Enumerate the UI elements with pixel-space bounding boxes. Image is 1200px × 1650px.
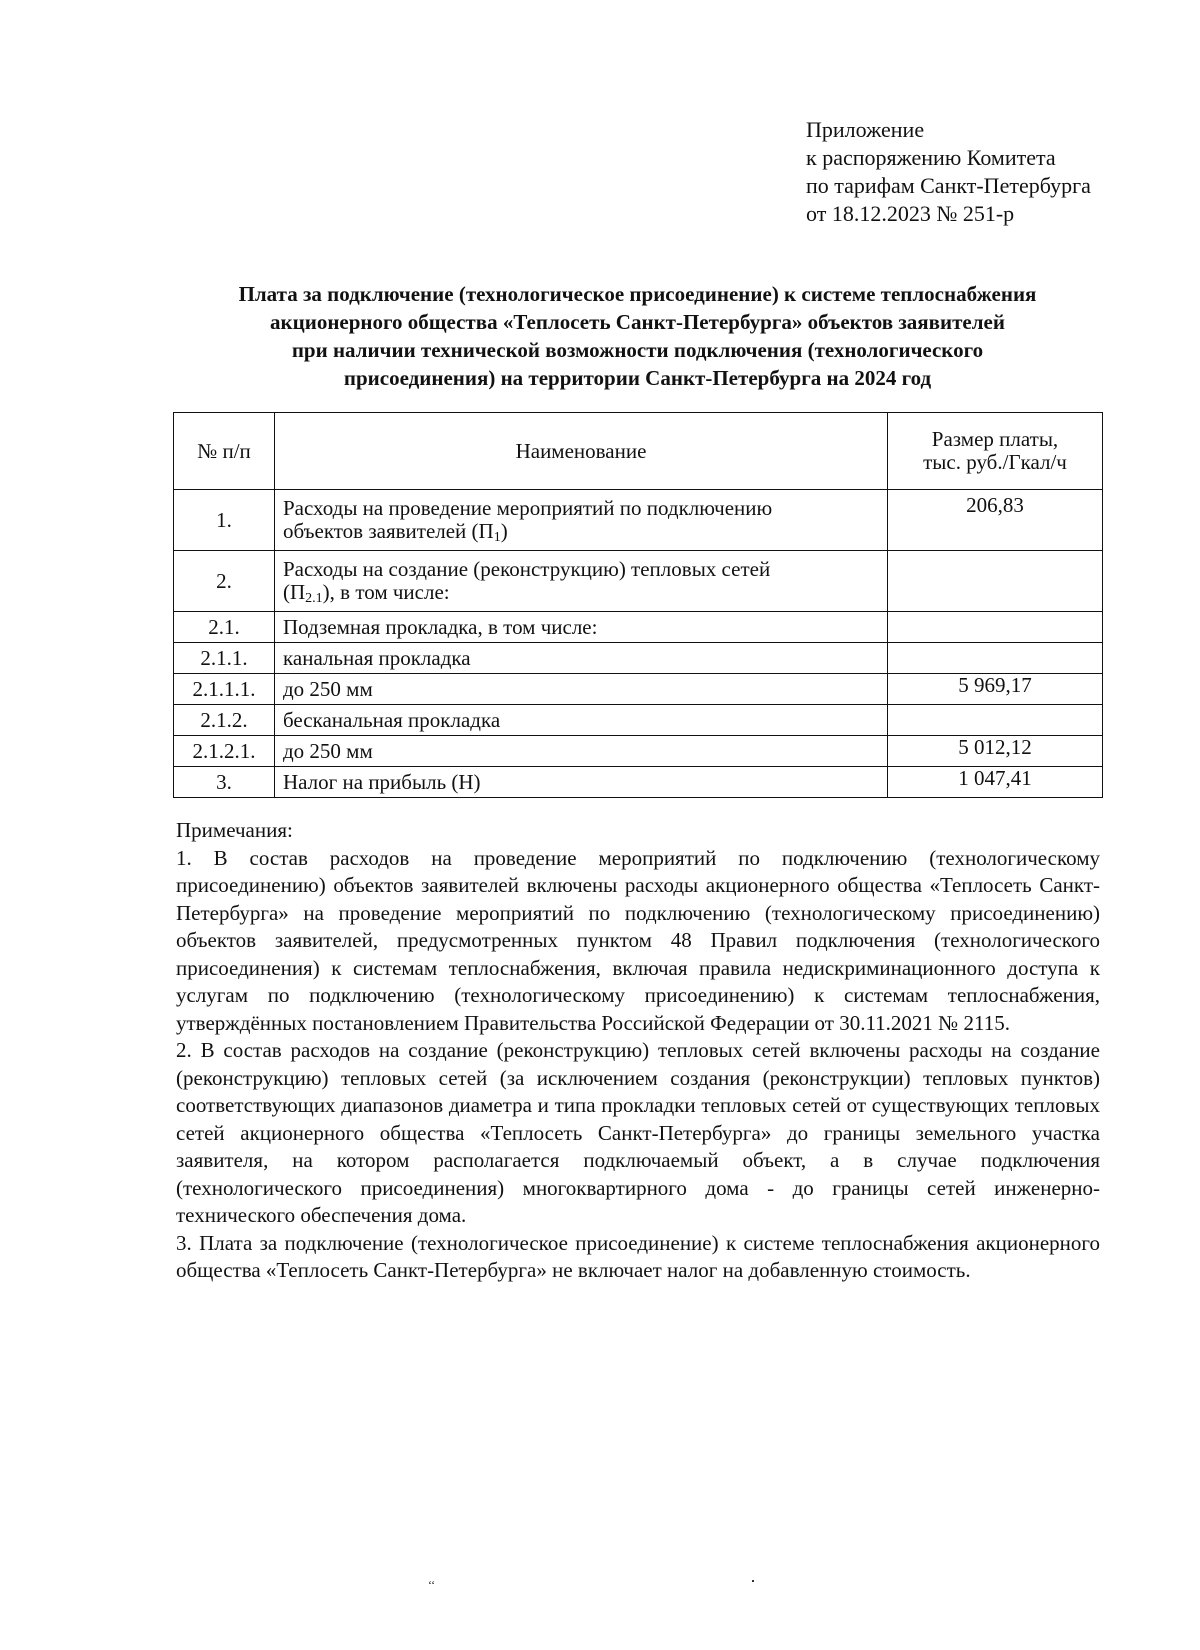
row-name-tail: ) bbox=[500, 519, 508, 543]
header-value-line2: тыс. руб./Гкал/ч bbox=[923, 450, 1067, 474]
row-name: бесканальная прокладка bbox=[275, 705, 888, 736]
row-name-line1: Расходы на создание (реконструкцию) тепловых сетей bbox=[283, 557, 771, 581]
scan-speck-dot bbox=[752, 1580, 754, 1582]
table-row bbox=[174, 551, 1103, 612]
row-name-line2: объектов заявителей (П bbox=[283, 519, 494, 543]
row-num: 2.1.1.1. bbox=[174, 674, 275, 705]
row-name: Подземная прокладка, в том числе: bbox=[275, 612, 888, 643]
appendix-header bbox=[806, 116, 1091, 228]
row-value bbox=[888, 551, 1103, 612]
row-value: 206,83 bbox=[888, 490, 1103, 551]
title-line: акционерного общества «Теплосеть Санкт-Петербурга» объектов заявителей bbox=[270, 310, 1005, 334]
row-num: 2.1.1. bbox=[174, 643, 275, 674]
row-value bbox=[888, 705, 1103, 736]
table-row bbox=[174, 736, 1103, 767]
row-name-tail: ), в том числе: bbox=[322, 580, 450, 604]
table-row bbox=[174, 643, 1103, 674]
table-row bbox=[174, 705, 1103, 736]
appendix-line: от 18.12.2023 № 251-р bbox=[806, 201, 1015, 226]
row-num: 2.1.2. bbox=[174, 705, 275, 736]
header-name: Наименование bbox=[275, 413, 888, 490]
row-num: 2. bbox=[174, 551, 275, 612]
note-item-1: 1. В состав расходов на проведение мероприятий по подключению (технологическому присоединению) объектов заявителей включены расходы акционерного общества «Теплосеть Санкт-Петербурга» на проведение мероприятий по подключению (технологическому присоединению) объектов заявителей, предусмотренных пунктом 48 Правил подключения (технологического присоединения) к системам теплоснабжения, включая правила недискриминационного доступа к услугам по подключению (технологическому присоединению) к системам теплоснабжения, утверждённых постановлением Правительства Российской Федерации от 30.11.2021 № 2115. bbox=[176, 845, 1100, 1035]
table-row bbox=[174, 674, 1103, 705]
header-value-line1: Размер платы, bbox=[931, 427, 1059, 451]
row-name: Налог на прибыль (Н) bbox=[275, 767, 888, 798]
table-row bbox=[174, 490, 1103, 551]
title-line: Плата за подключение (технологическое присоединение) к системе теплоснабжения bbox=[238, 282, 1037, 306]
row-value: 1 047,41 bbox=[888, 767, 1103, 798]
title-line: при наличии технической возможности подключения (технологического bbox=[291, 338, 984, 362]
row-num: 2.1. bbox=[174, 612, 275, 643]
row-value bbox=[888, 643, 1103, 674]
row-name-line1: Расходы на проведение мероприятий по подключению bbox=[283, 496, 773, 520]
table-row bbox=[174, 612, 1103, 643]
header-num: № п/п bbox=[174, 413, 275, 490]
document-title bbox=[170, 280, 1105, 392]
row-num: 1. bbox=[174, 490, 275, 551]
title-line: присоединения) на территории Санкт-Петербурга на 2024 год bbox=[343, 366, 932, 390]
notes-section bbox=[176, 817, 1100, 1285]
appendix-line: по тарифам Санкт-Петербурга bbox=[806, 173, 1091, 198]
row-name bbox=[275, 490, 888, 551]
notes-heading: Примечания: bbox=[176, 818, 293, 842]
row-value: 5 969,17 bbox=[888, 674, 1103, 705]
scan-speck-mark: ‘‘ bbox=[428, 1578, 436, 1592]
note-item-2: 2. В состав расходов на создание (реконструкцию) тепловых сетей включены расходы на создание (реконструкцию) тепловых сетей (за исключением создания (реконструкции) тепловых пунктов) соответствующих диапазонов диаметра и типа прокладки тепловых сетей от существующих тепловых сетей акционерного общества «Теплосеть Санкт-Петербурга» до границы земельного участка заявителя, на котором располагается подключаемый объект, а в случае подключения (технологического присоединения) многоквартирного дома - до границы сетей инженерно-технического обеспечения дома. bbox=[176, 1038, 1100, 1227]
appendix-line: Приложение bbox=[806, 117, 925, 142]
row-name-sub: 2.1 bbox=[305, 591, 323, 606]
fee-table bbox=[173, 412, 1103, 798]
row-name-sub: 1 bbox=[493, 530, 501, 545]
row-name: до 250 мм bbox=[275, 674, 888, 705]
row-name bbox=[275, 551, 888, 612]
row-name: до 250 мм bbox=[275, 736, 888, 767]
note-item-3: 3. Плата за подключение (технологическое присоединение) к системе теплоснабжения акционерного общества «Теплосеть Санкт-Петербурга» не включает налог на добавленную стоимость. bbox=[176, 1230, 1100, 1282]
table-row bbox=[174, 767, 1103, 798]
row-num: 2.1.2.1. bbox=[174, 736, 275, 767]
row-value: 5 012,12 bbox=[888, 736, 1103, 767]
appendix-line: к распоряжению Комитета bbox=[806, 145, 1056, 170]
row-name-line2: (П bbox=[283, 580, 306, 604]
row-value bbox=[888, 612, 1103, 643]
table-header-row bbox=[174, 413, 1103, 490]
row-num: 3. bbox=[174, 767, 275, 798]
row-name: канальная прокладка bbox=[275, 643, 888, 674]
header-value bbox=[888, 413, 1103, 490]
